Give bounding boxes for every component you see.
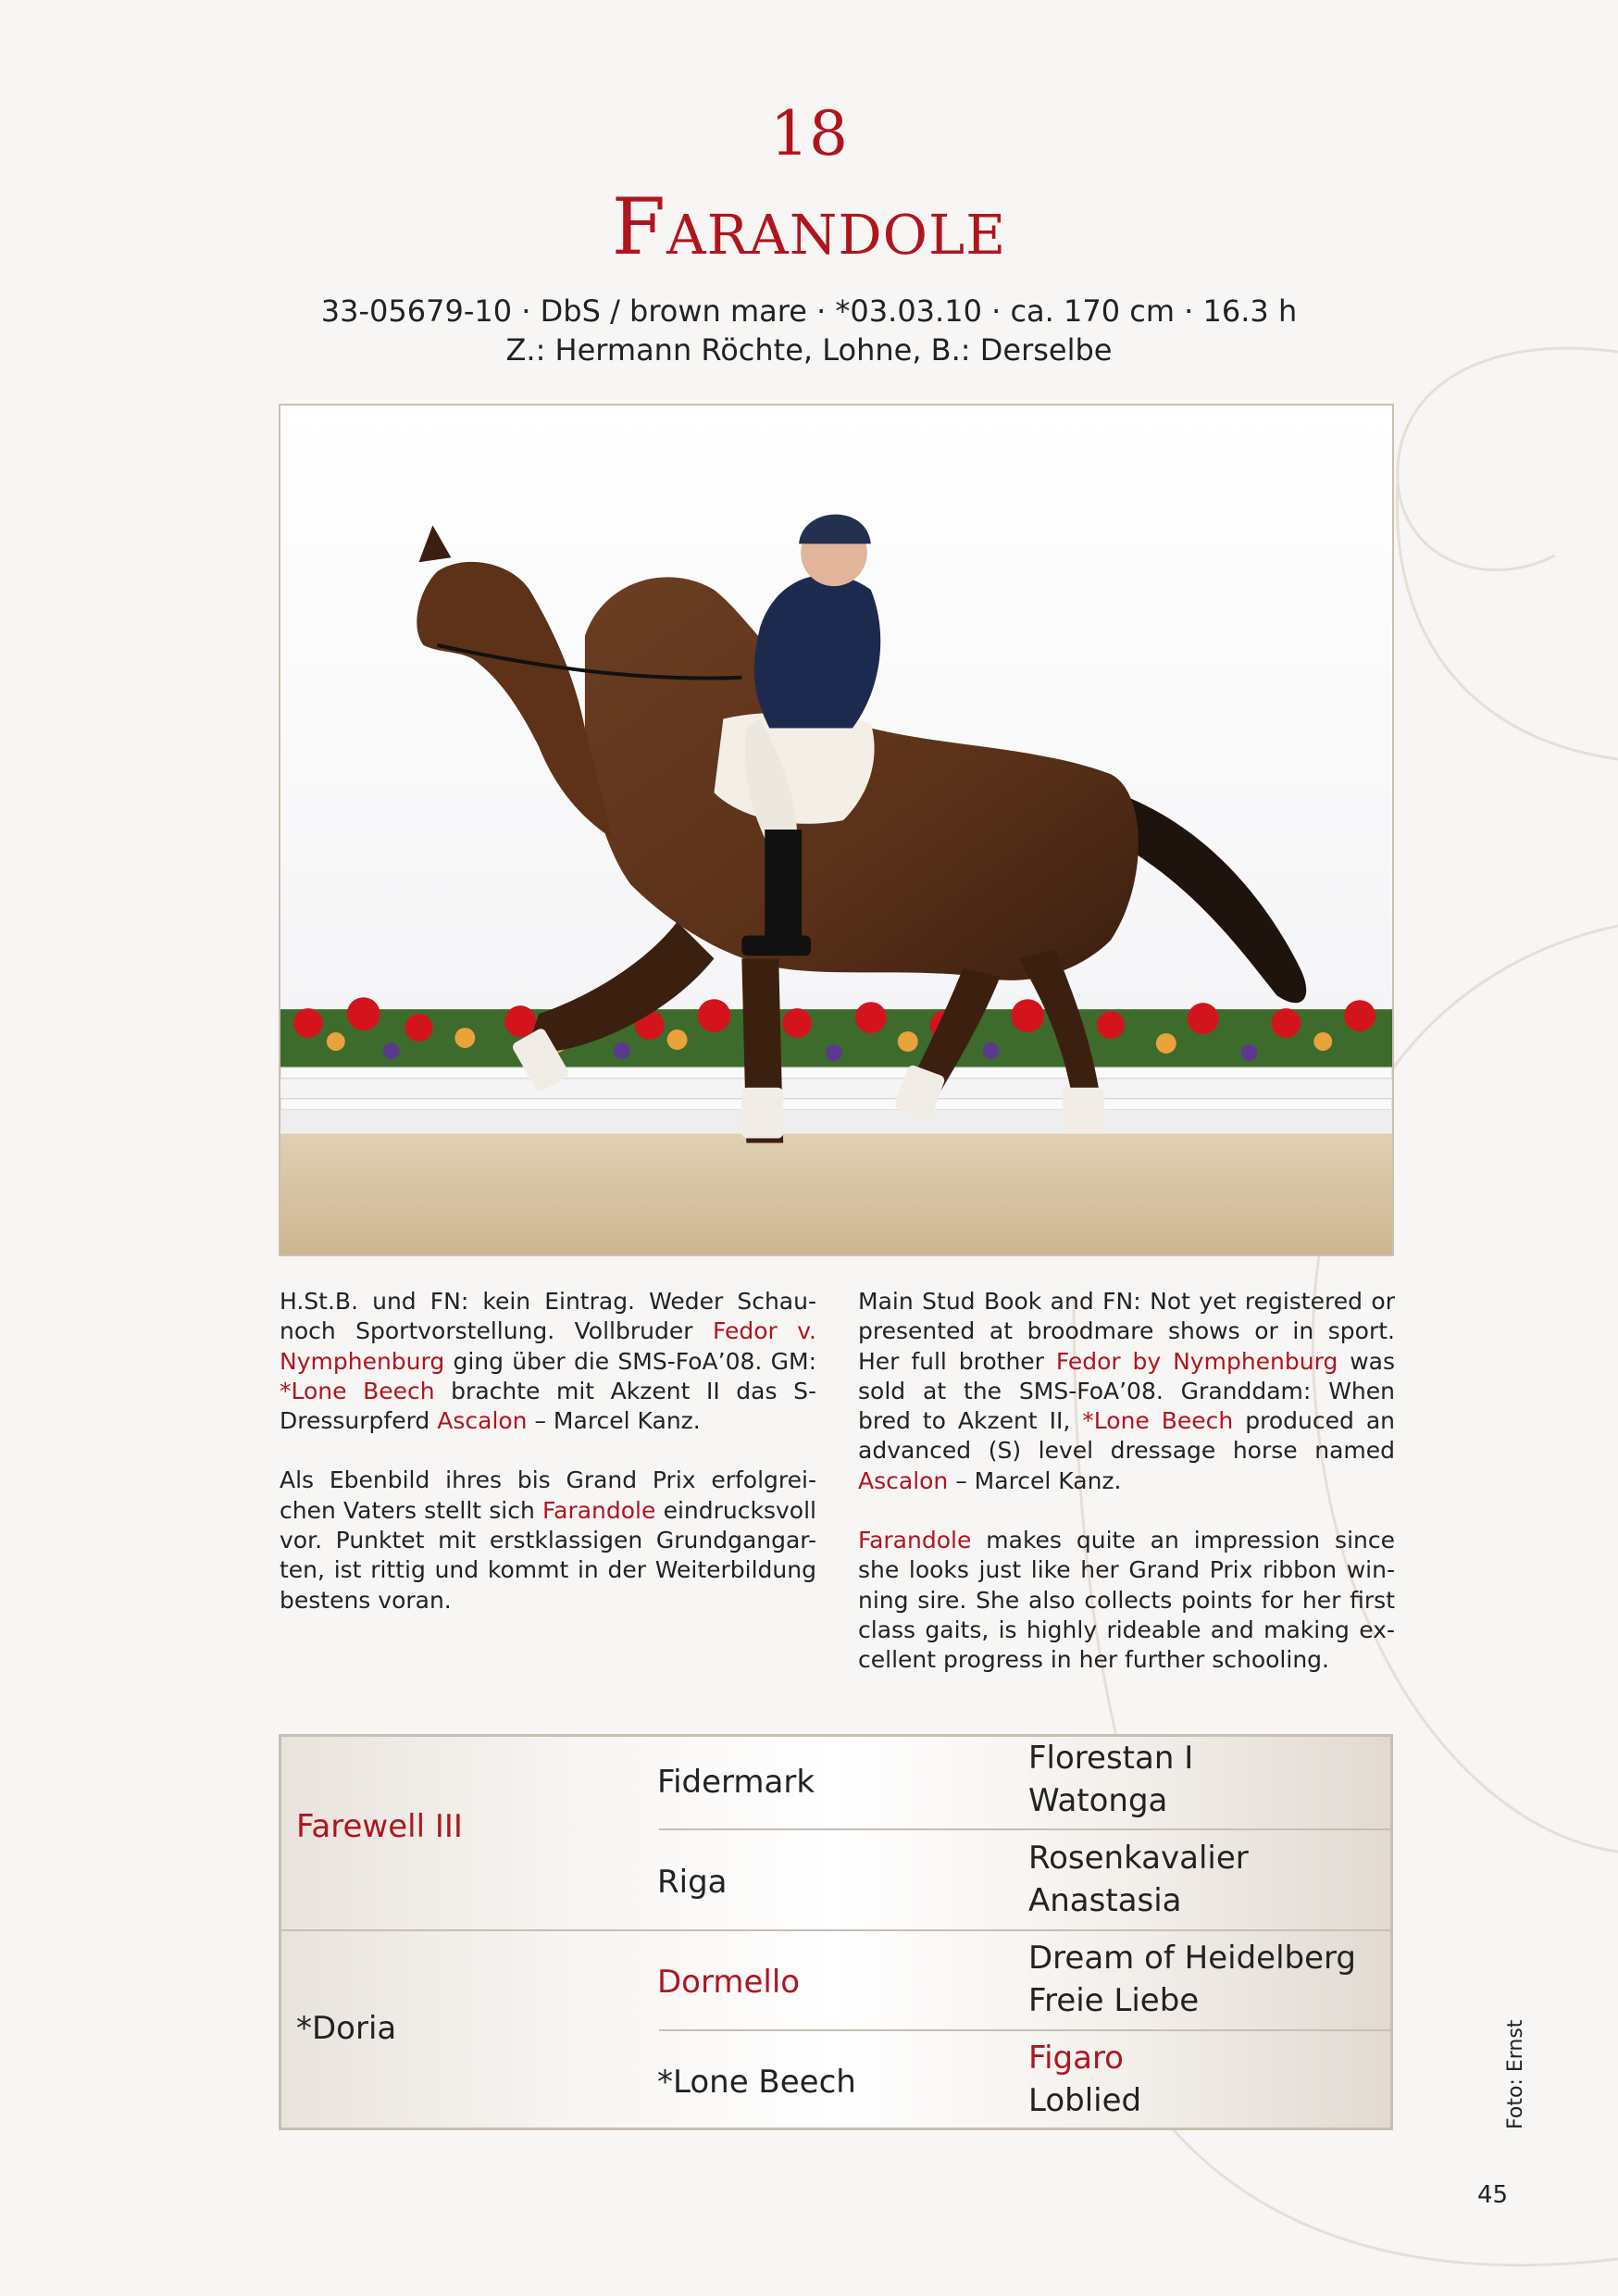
link-farandole: Farandole	[542, 1496, 656, 1524]
divider	[659, 2029, 1390, 2031]
pedigree-table	[279, 1734, 1393, 2130]
pedigree-sire-sire: Fidermark	[657, 1764, 815, 1801]
link-farandole: Farandole	[858, 1527, 972, 1554]
link-fedor: Fedor by Nymphenburg	[1055, 1347, 1338, 1375]
horse-name: Farandole	[611, 181, 1007, 272]
registration-line: 33-05679-10 · DbS / brown mare · *03.03.10 · ca. 170 cm · 16.3 h	[320, 293, 1298, 329]
pedigree-sds: Rosenkavalier	[1028, 1840, 1249, 1877]
page-number: 45	[1477, 2181, 1509, 2209]
link-lone-beech: *Lone Beech	[280, 1377, 435, 1404]
pedigree-sss: Florestan I	[1028, 1740, 1194, 1777]
pedigree-dsd: Freie Liebe	[1028, 1982, 1200, 2019]
pedigree-dam-dam: *Lone Beech	[657, 2064, 856, 2101]
description-english	[858, 1287, 1395, 1705]
link-fedor: Fedor v. Nymphenburg	[280, 1317, 816, 1375]
link-lone-beech: *Lone Beech	[1082, 1407, 1234, 1435]
pedigree-ssd: Watonga	[1028, 1782, 1168, 1819]
english-paragraph-2: Farandole makes quite an impression since she looks just like her Grand Prix ribbon win-ning sire. She also collects points for her first class gaits, is highly rideable and making ex-cellent progress in her further schooling.	[858, 1527, 1395, 1674]
pedigree-sdd: Anastasia	[1028, 1882, 1182, 1919]
horse-photo	[279, 404, 1394, 1256]
horse-illustration	[280, 406, 1392, 1254]
pedigree-dss: Dream of Heidelberg	[1028, 1940, 1357, 1977]
pedigree-dam-sire: Dormello	[657, 1964, 801, 2001]
breeder-line: Z.: Hermann Röchte, Lohne, B.: Derselbe	[505, 332, 1113, 368]
link-ascalon: Ascalon	[437, 1407, 528, 1435]
lot-number: 18	[770, 98, 848, 169]
german-paragraph-1: H.St.B. und FN: kein Eintrag. Weder Schau-noch Sportvorstellung. Vollbruder Fedor v. Nymphenburg ging über die SMS-FoA’08. GM: *Lone Beech brachte mit Akzent II das S-Dressurpferd Ascalon – Marcel Kanz.	[280, 1288, 816, 1435]
pedigree-sire: Farewell III	[296, 1808, 463, 1845]
link-ascalon: Ascalon	[858, 1466, 949, 1494]
pedigree-ddd: Loblied	[1028, 2082, 1142, 2119]
pedigree-dam: *Doria	[296, 2010, 397, 2047]
description-german	[280, 1287, 816, 1645]
pedigree-sire-dam: Riga	[657, 1864, 728, 1901]
pedigree-dds: Figaro	[1028, 2040, 1124, 2077]
divider	[281, 1929, 1390, 1931]
divider	[659, 1828, 1390, 1830]
photo-credit: Foto: Ernst	[1504, 2019, 1527, 2129]
english-paragraph-1: Main Stud Book and FN: Not yet registered or presented at broodmare shows or in sport. Her full brother Fedor by Nymphenburg was sold at the SMS-FoA’08. Granddam: When bred to Akzent II, *Lone Beech produced an advanced (S) level dressage horse named Ascalon – Marcel Kanz.	[858, 1288, 1395, 1494]
german-paragraph-2: Als Ebenbild ihres bis Grand Prix erfolgrei-chen Vaters stellt sich Farandole eindrucksvoll vor. Punktet mit erstklassigen Grundgangar-ten, ist rittig und kommt in der Weiterbildung bestens voran.	[280, 1466, 816, 1614]
